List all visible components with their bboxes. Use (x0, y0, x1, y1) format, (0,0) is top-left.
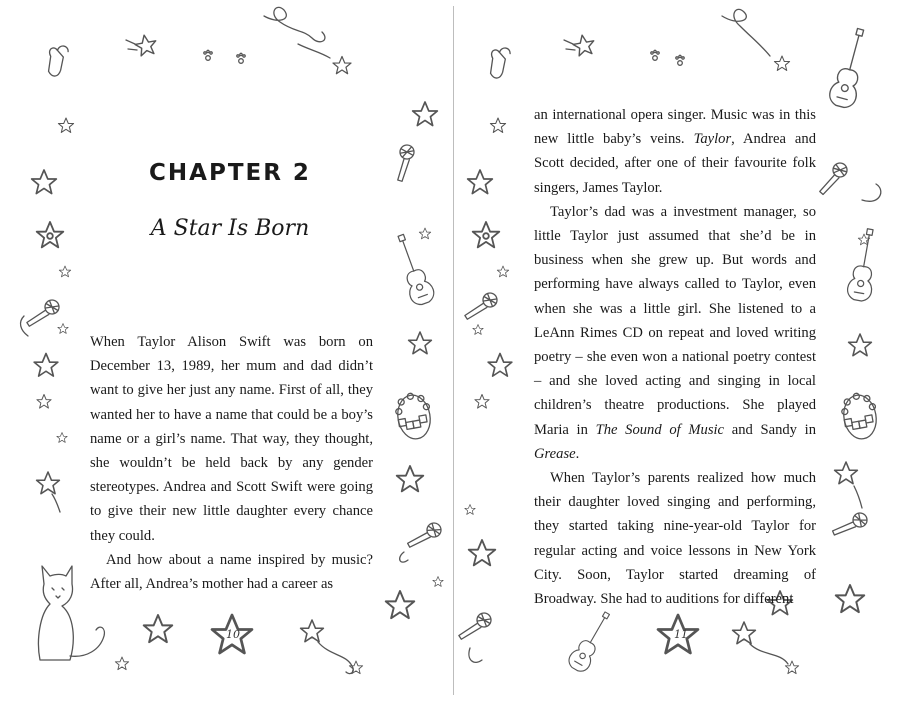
star-icon (836, 585, 865, 612)
star-icon (397, 466, 424, 491)
star-icon (413, 102, 438, 126)
guitar-icon (846, 227, 882, 302)
guitar-icon (566, 608, 617, 675)
microphone-icon (831, 506, 870, 546)
shooting-star-icon (564, 33, 596, 56)
paw-icon (204, 50, 212, 60)
paw-icon (651, 50, 659, 60)
star-icon (58, 324, 68, 334)
page-number: 10 (226, 628, 240, 641)
microphone-icon (458, 607, 494, 662)
chapter-number: CHAPTER 2 (149, 160, 311, 186)
star-icon (37, 395, 51, 409)
paragraph: Taylor’s dad was a investment manager, so little Taylor just assumed that she’d be in business when she grew up. But words and performing have always called to Taylor, even when she was a little girl. She listened to a LeAnn Rimes CD on repeat and loved writing poetry – she even won a national poetry contest – and she loved acting and singing in local children’s theatre productions. She played Maria in The Sound of Music and Sandy in Grease. (534, 203, 816, 462)
star-icon (115, 657, 128, 670)
star-icon (473, 325, 483, 335)
star-icon (386, 591, 415, 618)
paw-icon (676, 55, 684, 65)
star-icon (409, 332, 432, 354)
star-icon (497, 266, 508, 277)
star-icon (849, 334, 872, 356)
star-icon (32, 170, 57, 194)
hand-heart-icon (485, 46, 516, 79)
microphone-icon (400, 516, 444, 562)
star-icon (37, 222, 64, 247)
ribbon-swirl-icon (722, 9, 770, 56)
star-wand-icon (733, 622, 799, 674)
left-page-text (90, 330, 373, 596)
paw-icon (237, 53, 245, 63)
shooting-star-icon (126, 33, 158, 56)
hand-heart-icon (43, 44, 74, 77)
paragraph: When Taylor’s parents realized how much their daughter loved singing and performing, they started taking nine-year-old Taylor for regular acting and voice lessons in New York City. Soon, Taylor started dreaming of Broadway. She had to auditions for different (534, 470, 816, 608)
microphone-icon (26, 294, 62, 335)
bracelet-icon (839, 390, 880, 441)
star-icon (433, 577, 443, 587)
ribbon-swirl-icon (264, 7, 325, 41)
microphone-icon (392, 144, 419, 182)
shooting-star-icon (37, 472, 60, 512)
star-icon (488, 354, 512, 377)
ribbon-swirl-icon (298, 44, 330, 58)
microphone-icon (464, 287, 500, 328)
paragraph: And how about a name inspired by music? After all, Andrea’s mother had a career as (90, 551, 373, 593)
star-icon (59, 266, 70, 277)
mic-cord-icon (21, 316, 28, 336)
star-icon (333, 57, 351, 74)
paragraph: an international opera singer. Music was in this new little baby’s veins. Taylor, Andrea and Scott decided, after one of their favourite folk singers, James Taylor. (534, 107, 816, 196)
star-wand-icon (301, 620, 363, 674)
star-icon (468, 170, 493, 194)
star-icon (774, 56, 789, 70)
star-icon (473, 222, 500, 247)
bracelet-icon (393, 390, 434, 441)
guitar-icon (389, 231, 436, 307)
microphone-icon (819, 160, 881, 202)
star-icon (58, 118, 73, 132)
star-icon (34, 354, 58, 377)
star-icon (57, 433, 67, 443)
page-number: 11 (674, 628, 688, 641)
star-icon (475, 395, 489, 409)
guitar-icon (827, 26, 873, 110)
shooting-star-icon (835, 462, 862, 508)
star-icon (465, 505, 475, 515)
right-page-text (534, 103, 816, 611)
paragraph: When Taylor Alison Swift was born on December 13, 1989, her mum and dad didn’t want to give her just any name. First of all, they wanted her to have a name that could be a boy’s name or a girl’s name. That way, they thought, she wouldn’t be held back by any gender stereotypes. Andrea and Scott Swift were going to give their new little daughter every chance they could. (90, 334, 373, 544)
star-icon (469, 540, 496, 565)
star-icon (419, 228, 430, 239)
star-icon (490, 118, 505, 132)
chapter-title: A Star Is Born (150, 216, 310, 241)
star-icon (144, 615, 173, 642)
